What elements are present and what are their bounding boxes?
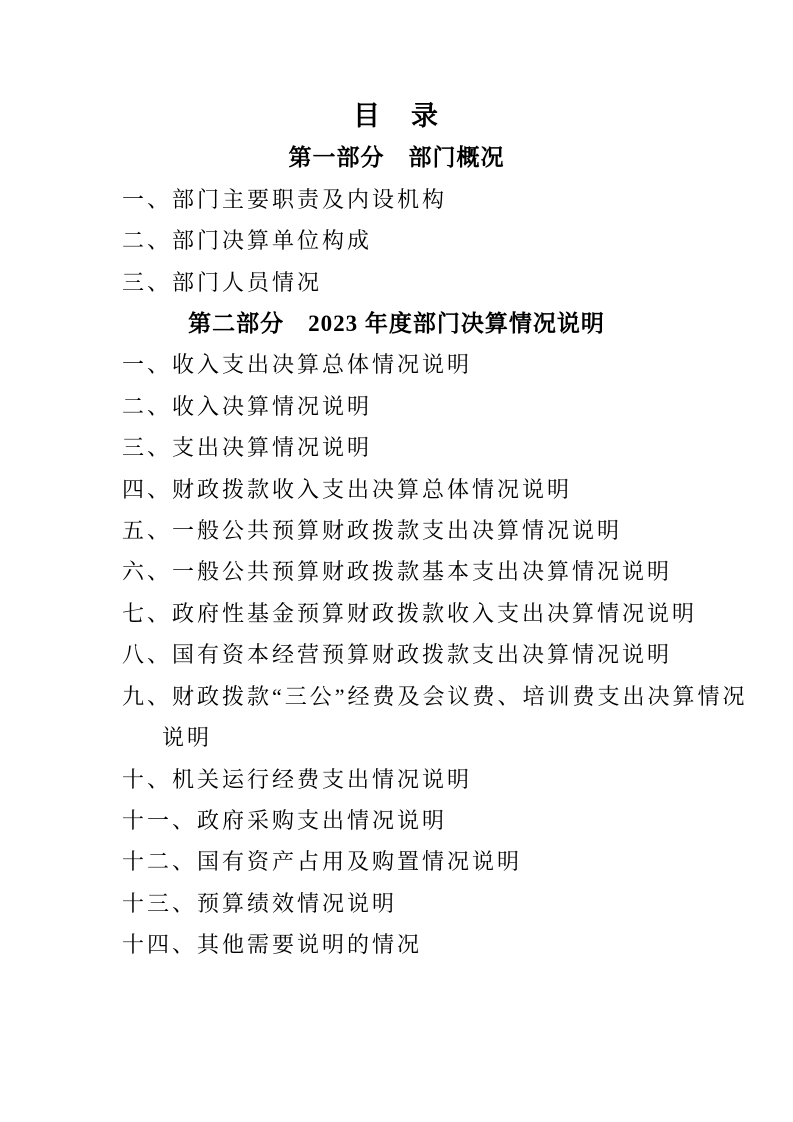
toc-item-line: 一、部门主要职责及内设机构	[122, 186, 448, 212]
toc-item-line: 三、部门人员情况	[122, 269, 323, 295]
toc-item	[0, 179, 793, 220]
toc-item-line: 二、部门决算单位构成	[122, 228, 373, 254]
toc-item	[0, 551, 793, 592]
toc-item-continuation-line: 说明	[162, 725, 213, 751]
toc-item-line: 四、财政拨款收入支出决算总体情况说明	[122, 476, 573, 502]
toc-item-line: 九、财政拨款“三公”经费及会议费、培训费支出决算情况	[122, 683, 748, 709]
toc-item	[0, 510, 793, 551]
toc-item	[0, 676, 793, 759]
toc-item-line: 一、收入支出决算总体情况说明	[122, 352, 473, 378]
section-two-heading: 第二部分 2023 年度部门决算情况说明	[188, 311, 605, 337]
toc-item	[0, 841, 793, 882]
toc-item-line: 十、机关运行经费支出情况说明	[122, 766, 473, 792]
toc-item-line: 二、收入决算情况说明	[122, 393, 373, 419]
toc-item	[0, 759, 793, 800]
toc-section-part-one	[0, 137, 793, 303]
toc-item-line: 六、一般公共预算财政拨款基本支出决算情况说明	[122, 559, 673, 585]
toc-item	[0, 220, 793, 261]
toc-item	[0, 634, 793, 675]
toc-item-line: 三、支出决算情况说明	[122, 435, 373, 461]
section-one-items	[0, 179, 793, 303]
toc-item-line: 七、政府性基金预算财政拨款收入支出决算情况说明	[122, 600, 698, 626]
section-two-items	[0, 344, 793, 965]
toc-item-line: 十二、国有资产占用及购置情况说明	[122, 849, 523, 875]
toc-item	[0, 593, 793, 634]
toc-section-part-two	[0, 303, 793, 966]
toc-item	[0, 262, 793, 303]
toc-item	[0, 924, 793, 965]
toc-item-line: 五、一般公共预算财政拨款支出决算情况说明	[122, 518, 623, 544]
toc-item-line: 十一、政府采购支出情况说明	[122, 807, 448, 833]
page-title: 目 录	[353, 101, 440, 131]
toc-item-line: 十三、预算绩效情况说明	[122, 890, 398, 916]
toc-item	[0, 800, 793, 841]
toc-item	[0, 469, 793, 510]
section-one-heading: 第一部分 部门概况	[288, 145, 505, 171]
toc-item-line: 八、国有资本经营预算财政拨款支出决算情况说明	[122, 642, 673, 668]
toc-item	[0, 386, 793, 427]
toc-item	[0, 344, 793, 385]
toc-item	[0, 883, 793, 924]
toc-item	[0, 427, 793, 468]
toc-item-line: 十四、其他需要说明的情况	[122, 932, 423, 958]
